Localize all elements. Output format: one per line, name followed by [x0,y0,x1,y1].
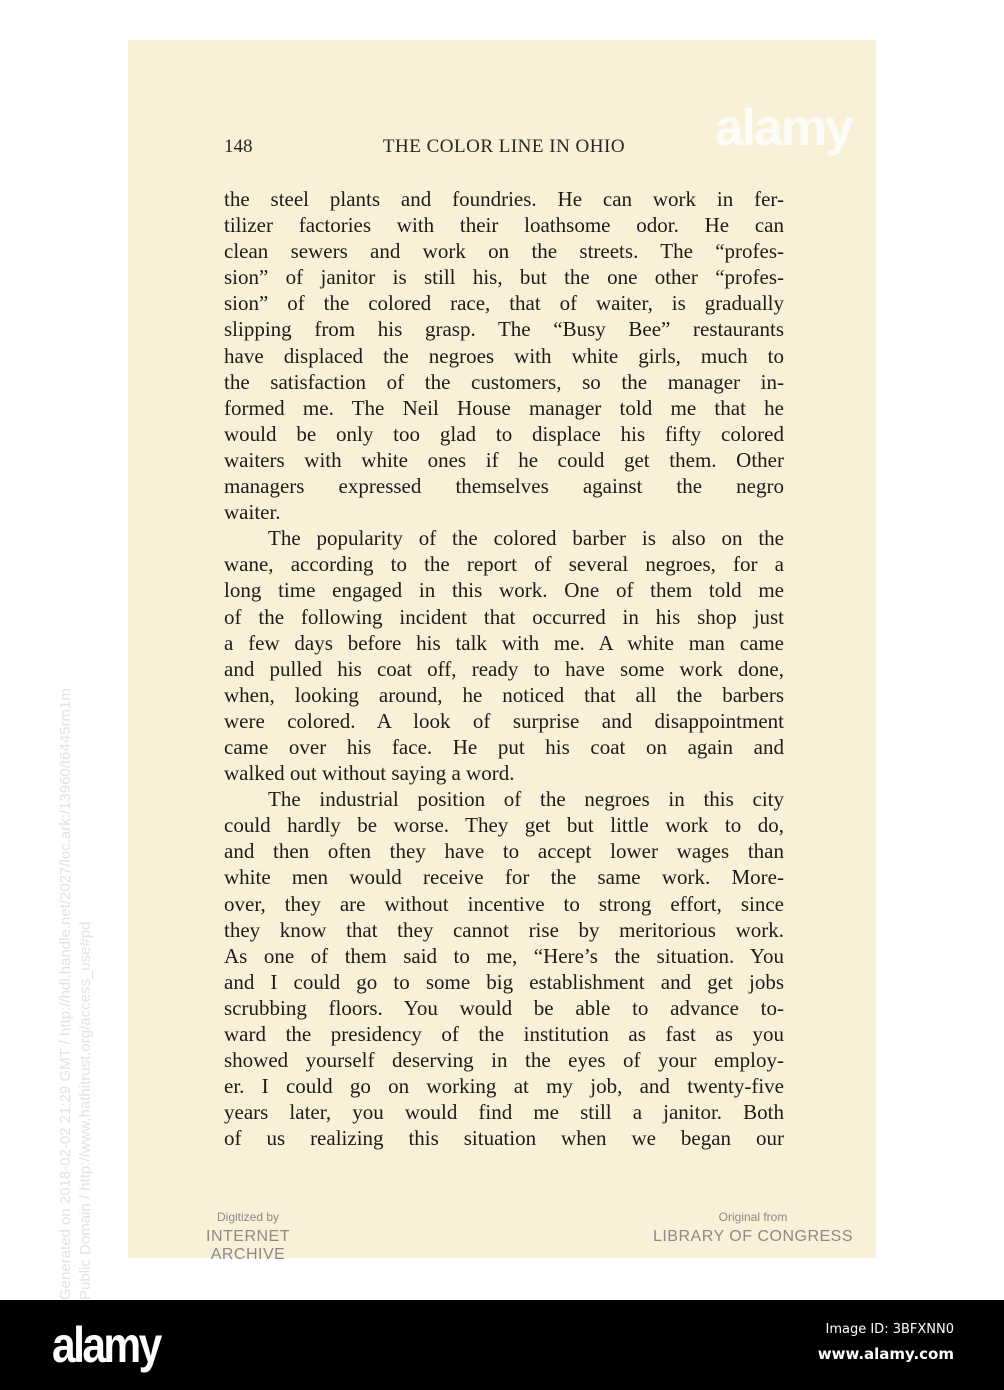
text-line: could hardly be worse. They get but little work to do, [224,813,784,838]
text-line: ward the presidency of the institution as fast as you [224,1022,784,1046]
text-line: formed me. The Neil House manager told me that he [224,395,784,420]
text-line: of the following incident that occurred in his shop just [224,604,784,629]
text-line: came over his face. He put his coat on again and [224,734,784,759]
alamy-logo: alamy [52,1317,160,1373]
original-from-label: Original from [718,1210,788,1224]
internet-archive-label: INTERNET ARCHIVE [206,1228,290,1263]
text-line: would be only too glad to displace his fifty colored [224,421,784,446]
text-line: and then often they have to accept lower wages than [224,839,784,864]
text-line: sion” of the colored race, that of waiter, is gradually [224,291,784,316]
alamy-watermark: alamy [714,99,852,157]
text-line: scrubbing floors. You would be able to advance to- [224,995,784,1020]
text-line: years later, you would find me still a janitor. Both [224,1100,784,1125]
license-stamp-line: Public Domain / http://www.hathitrust.org/access_use#pd [77,921,94,1300]
text-line: and I could go to some big establishment and get jobs [224,969,784,994]
body-text [224,186,784,1151]
generation-stamp-line: Generated on 2018-02-02 21:29 GMT / http://hdl.handle.net/2027/loc.ark:/13960/t6445rm1m [57,688,74,1300]
alamy-url: www.alamy.com [817,1345,954,1363]
scanned-page [128,40,876,1263]
text-line: a few days before his talk with me. A white man came [224,630,784,655]
text-line: long time engaged in this work. One of them told me [224,578,784,603]
text-line: when, looking around, he noticed that all the barbers [224,682,784,707]
image-id: Image ID: 3BFXNN0 [825,1322,954,1337]
running-title: THE COLOR LINE IN OHIO [382,136,626,157]
image-id-block [818,1322,954,1363]
text-line: of us realizing this situation when we began our [224,1126,784,1151]
generation-stamp [56,688,96,1300]
text-line: waiters with white ones if he could get them. Other [224,447,784,472]
text-line: The industrial position of the negroes in this city [268,787,784,812]
library-of-congress-label: LIBRARY OF CONGRESS [652,1228,854,1245]
text-line: the satisfaction of the customers, so the manager in- [224,369,784,394]
text-line: As one of them said to me, “Here’s the situation. You [224,943,784,968]
text-line: have displaced the negroes with white girls, much to [224,343,784,368]
text-line: they know that they cannot rise by meritorious work. [224,917,784,942]
digitized-by-label: Digitized by [216,1210,280,1224]
text-line: er. I could go on working at my job, and twenty-five [224,1074,784,1099]
running-head [224,136,784,162]
text-line: walked out without saying a word. [224,761,515,786]
text-line: were colored. A look of surprise and disappointment [224,708,784,733]
text-line: white men would receive for the same work. More- [224,865,784,890]
alamy-footer-bar [0,1300,1004,1390]
text-line: and pulled his coat off, ready to have some work done, [224,656,784,681]
original-from-credit [648,1210,858,1246]
text-line: over, they are without incentive to strong effort, since [224,891,784,916]
text-line: the steel plants and foundries. He can work in fer- [224,187,784,211]
text-line: tilizer factories with their loathsome odor. He can [224,213,784,238]
text-line: showed yourself deserving in the eyes of your employ- [224,1048,784,1073]
text-line: clean sewers and work on the streets. The “profes- [224,239,784,264]
text-line: wane, according to the report of several negroes, for a [224,552,784,577]
text-line: waiter. [224,500,281,525]
text-line: The popularity of the colored barber is also on the [268,526,784,551]
text-line: managers expressed themselves against the negro [224,474,784,499]
text-line: slipping from his grasp. The “Busy Bee” restaurants [224,317,784,342]
digitized-by-credit [168,1210,328,1264]
text-line: sion” of janitor is still his, but the one other “profes- [224,265,784,290]
page-number: 148 [224,136,253,157]
